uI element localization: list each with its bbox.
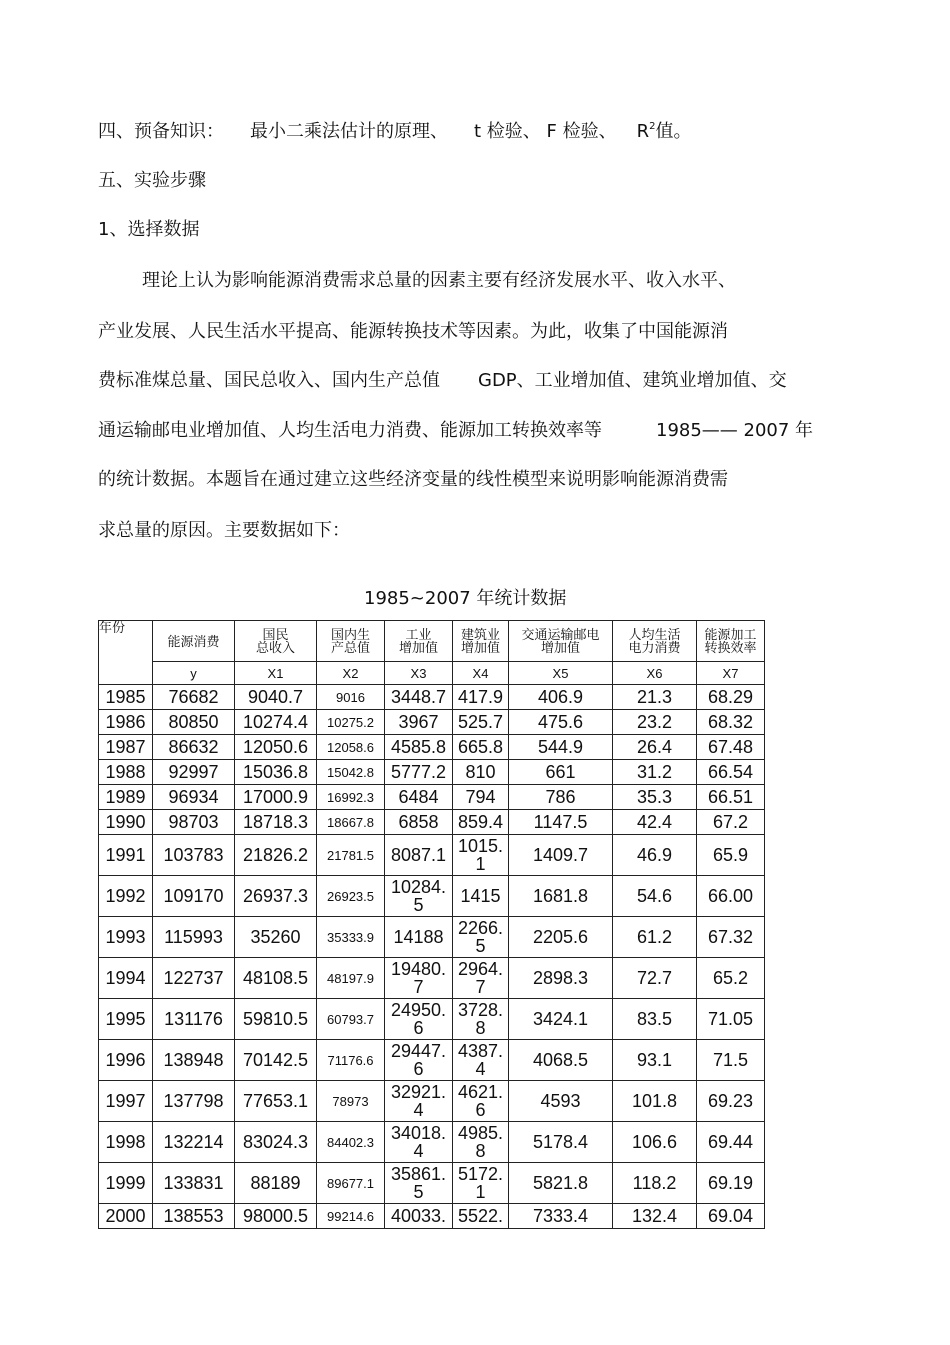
table-cell: 10284. 5 (385, 876, 453, 917)
table-cell: 66.00 (697, 876, 765, 917)
table-cell: 71176.6 (317, 1040, 385, 1081)
table-cell: 23.2 (613, 710, 697, 735)
table-cell: 544.9 (509, 735, 613, 760)
table-cell: 661 (509, 760, 613, 785)
table-row (99, 710, 765, 735)
table-cell: 48108.5 (235, 958, 317, 999)
table-cell: 786 (509, 785, 613, 810)
column-header: 能源加工 转换效率 (697, 621, 765, 662)
section-heading-steps: 五、实验步骤 (98, 170, 206, 191)
table-cell: 1985 (99, 685, 153, 710)
table-cell: 34018. 4 (385, 1122, 453, 1163)
variable-label: y (153, 662, 235, 685)
table-cell: 5777.2 (385, 760, 453, 785)
table-cell: 26923.5 (317, 876, 385, 917)
table-cell: 133831 (153, 1163, 235, 1204)
table-cell: 1997 (99, 1081, 153, 1122)
table-cell: 3448.7 (385, 685, 453, 710)
table-cell: 80850 (153, 710, 235, 735)
table-cell: 2205.6 (509, 917, 613, 958)
table-cell: 77653.1 (235, 1081, 317, 1122)
table-cell: 12050.6 (235, 735, 317, 760)
table-cell: 6858 (385, 810, 453, 835)
table-row (99, 785, 765, 810)
table-cell: 101.8 (613, 1081, 697, 1122)
table-cell: 71.5 (697, 1040, 765, 1081)
table-cell: 794 (453, 785, 509, 810)
table-row (99, 1163, 765, 1204)
table-cell: 16992.3 (317, 785, 385, 810)
table-cell: 67.2 (697, 810, 765, 835)
table-cell: 2000 (99, 1204, 153, 1229)
table-cell: 54.6 (613, 876, 697, 917)
table-cell: 1998 (99, 1122, 153, 1163)
table-cell: 42.4 (613, 810, 697, 835)
table-cell: 3967 (385, 710, 453, 735)
table-cell: 60793.7 (317, 999, 385, 1040)
header-row (99, 621, 765, 662)
table-cell: 69.44 (697, 1122, 765, 1163)
table-cell: 1996 (99, 1040, 153, 1081)
table-cell: 31.2 (613, 760, 697, 785)
table-row (99, 1204, 765, 1229)
table-cell: 138553 (153, 1204, 235, 1229)
prereq-heading: 四、预备知识： (98, 121, 224, 142)
table-cell: 1988 (99, 760, 153, 785)
statistics-table (98, 620, 765, 1229)
table-cell: 10275.2 (317, 710, 385, 735)
table-row (99, 1040, 765, 1081)
variable-row (99, 662, 765, 685)
table-cell: 88189 (235, 1163, 317, 1204)
variable-label: X3 (385, 662, 453, 685)
table-cell: 15036.8 (235, 760, 317, 785)
column-header: 工业 增加值 (385, 621, 453, 662)
table-cell: 3728. 8 (453, 999, 509, 1040)
table-cell: 29447. 6 (385, 1040, 453, 1081)
table-cell: 1991 (99, 835, 153, 876)
table-cell: 1147.5 (509, 810, 613, 835)
table-cell: 98000.5 (235, 1204, 317, 1229)
column-header: 国内生 产总值 (317, 621, 385, 662)
variable-label: X6 (613, 662, 697, 685)
table-cell: 93.1 (613, 1040, 697, 1081)
table-cell: 132214 (153, 1122, 235, 1163)
table-cell: 4585.8 (385, 735, 453, 760)
paragraph-line-5: 的统计数据。本题旨在通过建立这些经济变量的线性模型来说明影响能源消费需 (98, 469, 728, 490)
column-header: 年份 (99, 621, 153, 685)
table-cell: 859.4 (453, 810, 509, 835)
table-cell: 118.2 (613, 1163, 697, 1204)
table-cell: 810 (453, 760, 509, 785)
step-heading-select-data: 1、选择数据 (98, 219, 200, 240)
table-cell: 5178.4 (509, 1122, 613, 1163)
table-cell: 1999 (99, 1163, 153, 1204)
table-row (99, 917, 765, 958)
table-cell: 76682 (153, 685, 235, 710)
variable-label: X7 (697, 662, 765, 685)
table-cell: 35333.9 (317, 917, 385, 958)
column-header: 交通运输邮电 增加值 (509, 621, 613, 662)
table-cell: 4621. 6 (453, 1081, 509, 1122)
prereq-item-tests: t 检验、 F 检验、 (474, 121, 617, 142)
table-row (99, 1081, 765, 1122)
table-cell: 35861. 5 (385, 1163, 453, 1204)
table-cell: 103783 (153, 835, 235, 876)
table-cell: 84402.3 (317, 1122, 385, 1163)
table-cell: 21781.5 (317, 835, 385, 876)
table-cell: 71.05 (697, 999, 765, 1040)
column-header: 国民 总收入 (235, 621, 317, 662)
table-row (99, 835, 765, 876)
table-cell: 8087.1 (385, 835, 453, 876)
prereq-item-ols: 最小二乘法估计的原理、 (250, 121, 448, 142)
table-cell: 40033. (385, 1204, 453, 1229)
prereq-item-sup: 2 (649, 121, 656, 132)
table-cell: 12058.6 (317, 735, 385, 760)
table-cell: 69.23 (697, 1081, 765, 1122)
table-cell: 89677.1 (317, 1163, 385, 1204)
table-cell: 70142.5 (235, 1040, 317, 1081)
table-cell: 65.2 (697, 958, 765, 999)
table-cell: 475.6 (509, 710, 613, 735)
table-cell: 17000.9 (235, 785, 317, 810)
column-header: 能源消费 (153, 621, 235, 662)
table-cell: 1993 (99, 917, 153, 958)
table-cell: 122737 (153, 958, 235, 999)
table-row (99, 876, 765, 917)
table-row (99, 760, 765, 785)
table-cell: 18667.8 (317, 810, 385, 835)
table-cell: 115993 (153, 917, 235, 958)
table-cell: 24950. 6 (385, 999, 453, 1040)
table-cell: 5172. 1 (453, 1163, 509, 1204)
table-cell: 1987 (99, 735, 153, 760)
table-cell: 1989 (99, 785, 153, 810)
table-cell: 5821.8 (509, 1163, 613, 1204)
table-cell: 46.9 (613, 835, 697, 876)
table-row (99, 685, 765, 710)
table-row (99, 1122, 765, 1163)
prereq-item-r: R (636, 121, 650, 142)
prereq-line (98, 117, 691, 143)
table-cell: 2964. 7 (453, 958, 509, 999)
table-cell: 10274.4 (235, 710, 317, 735)
paragraph-line-1: 理论上认为影响能源消费需求总量的因素主要有经济发展水平、收入水平、 (142, 270, 736, 291)
table-cell: 61.2 (613, 917, 697, 958)
table-cell: 68.32 (697, 710, 765, 735)
table-cell: 109170 (153, 876, 235, 917)
variable-label: X1 (235, 662, 317, 685)
table-cell: 96934 (153, 785, 235, 810)
table-cell: 67.32 (697, 917, 765, 958)
table-cell: 3424.1 (509, 999, 613, 1040)
variable-label: X4 (453, 662, 509, 685)
table-cell: 32921. 4 (385, 1081, 453, 1122)
table-cell: 9016 (317, 685, 385, 710)
table-cell: 15042.8 (317, 760, 385, 785)
table-cell: 69.19 (697, 1163, 765, 1204)
table-cell: 65.9 (697, 835, 765, 876)
table-title: 1985~2007 年统计数据 (364, 588, 567, 609)
table-cell: 1415 (453, 876, 509, 917)
table-cell: 1015. 1 (453, 835, 509, 876)
table-cell: 137798 (153, 1081, 235, 1122)
table-cell: 78973 (317, 1081, 385, 1122)
table-cell: 98703 (153, 810, 235, 835)
table-cell: 1994 (99, 958, 153, 999)
table-row (99, 735, 765, 760)
table-cell: 4593 (509, 1081, 613, 1122)
table-cell: 18718.3 (235, 810, 317, 835)
table-cell: 1995 (99, 999, 153, 1040)
table-cell: 2266. 5 (453, 917, 509, 958)
table-cell: 35.3 (613, 785, 697, 810)
paragraph-line-3: 费标准煤总量、国民总收入、国内生产总值 GDP、工业增加值、建筑业增加值、交 (98, 370, 787, 391)
table-cell: 19480. 7 (385, 958, 453, 999)
column-header: 建筑业 增加值 (453, 621, 509, 662)
table-cell: 48197.9 (317, 958, 385, 999)
table-cell: 21826.2 (235, 835, 317, 876)
table-cell: 86632 (153, 735, 235, 760)
table-cell: 6484 (385, 785, 453, 810)
prereq-item-value: 值。 (655, 121, 692, 142)
table-cell: 406.9 (509, 685, 613, 710)
table-cell: 92997 (153, 760, 235, 785)
table-row (99, 810, 765, 835)
table-cell: 1990 (99, 810, 153, 835)
table-cell: 417.9 (453, 685, 509, 710)
table-cell: 99214.6 (317, 1204, 385, 1229)
variable-label: X5 (509, 662, 613, 685)
table-cell: 26.4 (613, 735, 697, 760)
table-cell: 1681.8 (509, 876, 613, 917)
table-cell: 525.7 (453, 710, 509, 735)
table-cell: 4985. 8 (453, 1122, 509, 1163)
table-cell: 21.3 (613, 685, 697, 710)
table-cell: 83024.3 (235, 1122, 317, 1163)
table-cell: 66.54 (697, 760, 765, 785)
table-cell: 665.8 (453, 735, 509, 760)
table-cell: 9040.7 (235, 685, 317, 710)
table-cell: 59810.5 (235, 999, 317, 1040)
paragraph-line-2: 产业发展、人民生活水平提高、能源转换技术等因素。为此，收集了中国能源消 (98, 321, 728, 342)
column-header: 人均生活 电力消费 (613, 621, 697, 662)
table-cell: 1992 (99, 876, 153, 917)
table-cell: 67.48 (697, 735, 765, 760)
table-cell: 1986 (99, 710, 153, 735)
table-cell: 66.51 (697, 785, 765, 810)
table-cell: 4387. 4 (453, 1040, 509, 1081)
table-cell: 72.7 (613, 958, 697, 999)
table-cell: 138948 (153, 1040, 235, 1081)
table-cell: 1409.7 (509, 835, 613, 876)
table-cell: 35260 (235, 917, 317, 958)
table-cell: 26937.3 (235, 876, 317, 917)
table-row (99, 958, 765, 999)
paragraph-line-6: 求总量的原因。主要数据如下： (98, 520, 350, 541)
table-cell: 2898.3 (509, 958, 613, 999)
table-cell: 83.5 (613, 999, 697, 1040)
table-cell: 131176 (153, 999, 235, 1040)
table-cell: 14188 (385, 917, 453, 958)
table-cell: 7333.4 (509, 1204, 613, 1229)
table-cell: 4068.5 (509, 1040, 613, 1081)
table-row (99, 999, 765, 1040)
variable-label: X2 (317, 662, 385, 685)
table-cell: 5522. (453, 1204, 509, 1229)
paragraph-line-4: 通运输邮电业增加值、人均生活电力消费、能源加工转换效率等 1985—— 2007 年 (98, 420, 814, 441)
table-cell: 132.4 (613, 1204, 697, 1229)
table-cell: 69.04 (697, 1204, 765, 1229)
table-cell: 68.29 (697, 685, 765, 710)
table-cell: 106.6 (613, 1122, 697, 1163)
